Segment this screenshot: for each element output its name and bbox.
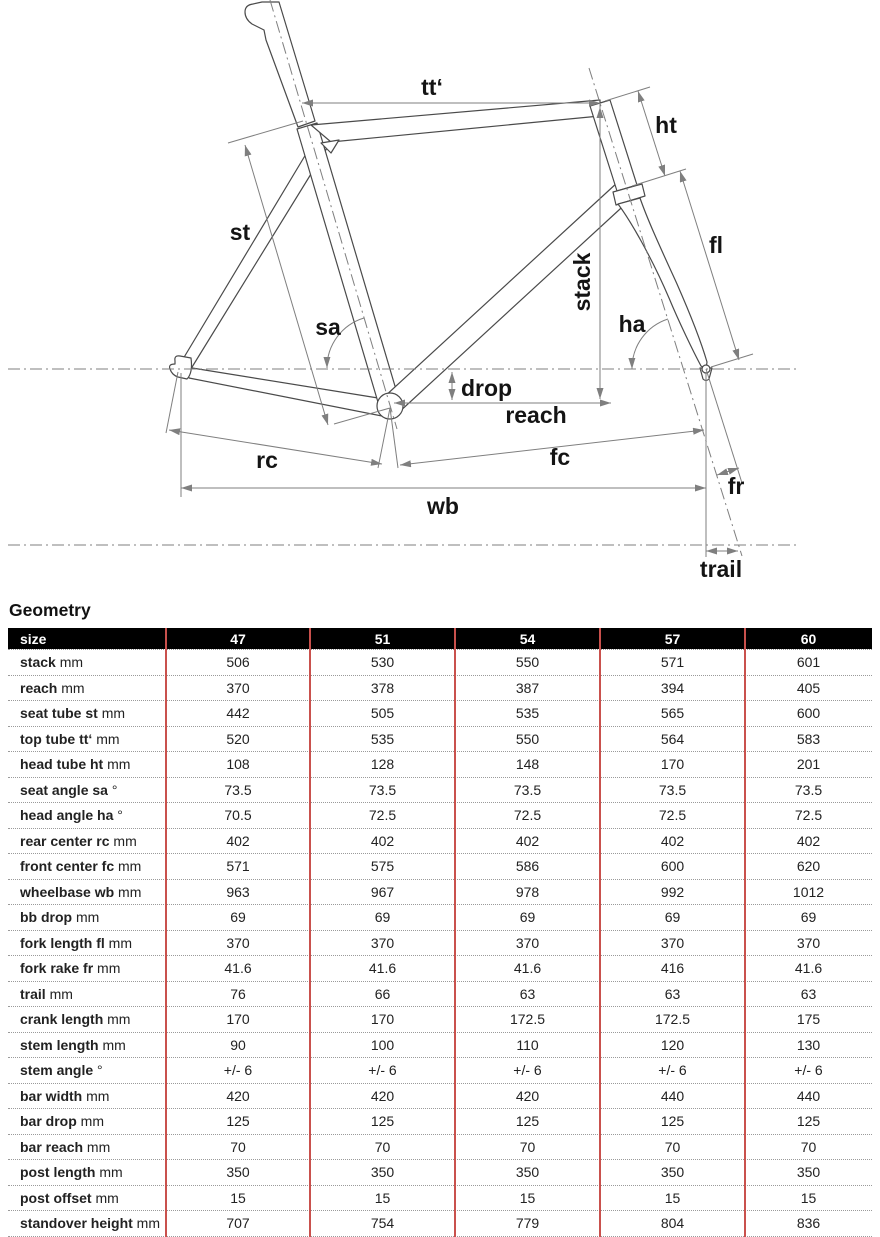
cell-value: 72.5 <box>794 807 823 824</box>
cell-value: 600 <box>660 858 685 875</box>
cell-value: +/- 6 <box>368 1062 397 1079</box>
table-row <box>8 931 872 957</box>
cell-value: 172.5 <box>654 1011 691 1028</box>
cell-value: 70 <box>519 1138 536 1155</box>
cell-value: 70 <box>374 1138 391 1155</box>
cell-value: 370 <box>796 934 821 951</box>
label-head-angle: ha <box>618 311 646 337</box>
table-row <box>8 956 872 982</box>
cell-value: 370 <box>660 934 685 951</box>
cell-value: 70 <box>800 1138 817 1155</box>
cell-value: +/- 6 <box>513 1062 542 1079</box>
row-label: bar width mm <box>20 1087 110 1104</box>
cell-value: 125 <box>515 1113 540 1130</box>
cell-value: 63 <box>519 985 536 1002</box>
label-head-tube: ht <box>655 112 677 138</box>
chain-stays <box>186 367 382 416</box>
cell-value: 120 <box>660 1036 685 1053</box>
cell-value: 370 <box>226 934 250 951</box>
red-column-divider <box>165 628 167 1237</box>
cell-value: +/- 6 <box>794 1062 823 1079</box>
cell-value: 170 <box>226 1011 250 1028</box>
cell-value: 70 <box>664 1138 681 1155</box>
cell-value: 72.5 <box>658 807 687 824</box>
row-label: bar drop mm <box>20 1113 104 1130</box>
label-drop: drop <box>461 375 513 401</box>
cell-value: 707 <box>226 1215 250 1232</box>
cell-value: 416 <box>660 960 685 977</box>
cell-value: 70.5 <box>224 807 252 824</box>
row-label: wheelbase wb mm <box>20 883 142 900</box>
row-label: fork length fl mm <box>20 934 132 951</box>
row-label: fork rake fr mm <box>20 960 121 977</box>
cell-value: 15 <box>519 1189 536 1206</box>
table-header-row <box>8 628 872 649</box>
table-row <box>8 778 872 804</box>
row-label: head angle ha ° <box>20 807 123 824</box>
red-column-divider <box>454 628 456 1237</box>
cell-value: 350 <box>226 1164 250 1181</box>
cell-value: 148 <box>515 756 540 773</box>
cell-value: 420 <box>370 1087 395 1104</box>
row-label: stem angle ° <box>20 1062 103 1079</box>
cell-value: 978 <box>515 883 540 900</box>
row-label: post length mm <box>20 1164 123 1181</box>
table-row <box>8 1186 872 1212</box>
table-row <box>8 752 872 778</box>
table-row <box>8 1007 872 1033</box>
cell-value: 564 <box>660 730 685 747</box>
row-label: bar reach mm <box>20 1138 111 1155</box>
cell-value: 836 <box>796 1215 821 1232</box>
cell-value: 535 <box>515 705 540 722</box>
label-reach: reach <box>505 402 567 428</box>
dimension-lines <box>169 91 739 551</box>
table-row <box>8 1058 872 1084</box>
label-top-tube: tt‘ <box>421 74 443 100</box>
table-row <box>8 982 872 1008</box>
cell-value: 601 <box>796 654 821 671</box>
cell-value: 76 <box>230 985 246 1002</box>
size-column-value: 60 <box>800 630 817 647</box>
cell-value: 754 <box>370 1215 395 1232</box>
table-row <box>8 1135 872 1161</box>
cell-value: 73.5 <box>224 781 252 798</box>
cell-value: 69 <box>519 909 536 926</box>
cell-value: 41.6 <box>794 960 823 977</box>
cell-value: 620 <box>796 858 821 875</box>
table-row <box>8 880 872 906</box>
table-row <box>8 650 872 676</box>
cell-value: 804 <box>660 1215 685 1232</box>
cell-value: 535 <box>370 730 395 747</box>
size-column-value: 47 <box>230 630 246 647</box>
cell-value: 370 <box>515 934 540 951</box>
cell-value: 530 <box>370 654 395 671</box>
table-row <box>8 854 872 880</box>
cell-value: +/- 6 <box>658 1062 687 1079</box>
row-label: post offset mm <box>20 1189 119 1206</box>
cell-value: 387 <box>515 679 540 696</box>
row-label: trail mm <box>20 985 73 1002</box>
fork-blade <box>618 198 707 369</box>
top-tube <box>311 100 600 142</box>
cell-value: 378 <box>370 679 395 696</box>
cell-value: 201 <box>796 756 821 773</box>
table-row <box>8 1033 872 1059</box>
row-label: rear center rc mm <box>20 832 137 849</box>
cell-value: 600 <box>796 705 821 722</box>
label-fork-rake: fr <box>727 473 745 499</box>
table-row <box>8 727 872 753</box>
size-column-value: 57 <box>664 630 681 647</box>
cell-value: 73.5 <box>794 781 823 798</box>
cell-value: 992 <box>660 883 685 900</box>
cell-value: 370 <box>370 934 395 951</box>
cell-value: 125 <box>796 1113 821 1130</box>
cell-value: 125 <box>226 1113 250 1130</box>
table-row <box>8 803 872 829</box>
row-label: stack mm <box>20 654 84 671</box>
cell-value: 506 <box>226 654 250 671</box>
table-row <box>8 905 872 931</box>
cell-value: 967 <box>370 883 395 900</box>
label-front-center: fc <box>549 444 571 470</box>
table-row <box>8 1211 872 1237</box>
geometry-heading: Geometry <box>9 600 91 620</box>
cell-value: 72.5 <box>368 807 397 824</box>
row-label: seat angle sa ° <box>20 781 118 798</box>
head-tube <box>590 100 637 191</box>
seat-tube <box>297 123 400 409</box>
cell-value: 172.5 <box>509 1011 546 1028</box>
size-column-value: 51 <box>374 630 391 647</box>
table-row <box>8 676 872 702</box>
label-wheelbase: wb <box>427 493 459 519</box>
cell-value: 73.5 <box>658 781 687 798</box>
red-column-divider <box>599 628 601 1237</box>
cell-value: 350 <box>660 1164 685 1181</box>
cell-value: 63 <box>800 985 817 1002</box>
cell-value: 128 <box>370 756 395 773</box>
cell-value: 440 <box>796 1087 821 1104</box>
cell-value: 963 <box>226 883 250 900</box>
table-body <box>8 649 872 1237</box>
red-column-divider <box>744 628 746 1237</box>
centerlines <box>8 0 800 556</box>
seat-post <box>245 2 315 127</box>
label-rear-center: rc <box>256 447 278 473</box>
cell-value: 69 <box>230 909 246 926</box>
cell-value: 586 <box>515 858 540 875</box>
cell-value: 420 <box>226 1087 250 1104</box>
cell-value: 73.5 <box>368 781 397 798</box>
table-row <box>8 1160 872 1186</box>
cell-value: 15 <box>664 1189 681 1206</box>
cell-value: 575 <box>370 858 395 875</box>
cell-value: 15 <box>230 1189 246 1206</box>
cell-value: 70 <box>230 1138 246 1155</box>
row-label: reach mm <box>20 679 85 696</box>
steering-axis <box>589 68 742 556</box>
red-column-divider <box>309 628 311 1237</box>
label-seat-angle: sa <box>315 314 341 340</box>
cell-value: 108 <box>226 756 250 773</box>
cell-value: 402 <box>515 832 540 849</box>
label-seat-tube: st <box>229 219 251 245</box>
cell-value: 402 <box>226 832 250 849</box>
row-label: bb drop mm <box>20 909 100 926</box>
cell-value: 350 <box>796 1164 821 1181</box>
table-row <box>8 1084 872 1110</box>
cell-value: 571 <box>660 654 685 671</box>
size-column-value: 54 <box>519 630 536 647</box>
row-label: stem length mm <box>20 1036 126 1053</box>
cell-value: 350 <box>370 1164 395 1181</box>
cell-value: 175 <box>796 1011 821 1028</box>
cell-value: 520 <box>226 730 250 747</box>
cell-value: 402 <box>370 832 395 849</box>
label-stack: stack <box>569 252 595 312</box>
cell-value: 69 <box>664 909 681 926</box>
label-fork-length: fl <box>708 232 724 258</box>
cell-value: 69 <box>800 909 817 926</box>
cell-value: 72.5 <box>513 807 542 824</box>
cell-value: +/- 6 <box>223 1062 253 1079</box>
cell-value: 350 <box>515 1164 540 1181</box>
cell-value: 110 <box>516 1036 539 1053</box>
row-label: top tube tt‘ mm <box>20 730 120 747</box>
row-label: seat tube st mm <box>20 705 126 722</box>
row-label: front center fc mm <box>20 858 142 875</box>
cell-value: 15 <box>374 1189 391 1206</box>
label-trail: trail <box>699 556 743 582</box>
cell-value: 125 <box>370 1113 395 1130</box>
cell-value: 63 <box>664 985 681 1002</box>
cell-value: 170 <box>660 756 685 773</box>
cell-value: 170 <box>370 1011 395 1028</box>
cell-value: 69 <box>374 909 391 926</box>
cell-value: 73.5 <box>513 781 542 798</box>
cell-value: 442 <box>226 705 250 722</box>
cell-value: 1012 <box>792 883 825 900</box>
cell-value: 402 <box>660 832 685 849</box>
size-column-header: size <box>20 630 47 647</box>
cell-value: 130 <box>796 1036 821 1053</box>
cell-value: 90 <box>230 1036 246 1053</box>
extension-lines <box>166 87 753 557</box>
cell-value: 100 <box>370 1036 395 1053</box>
cell-value: 583 <box>796 730 821 747</box>
row-label: crank length mm <box>20 1011 131 1028</box>
cell-value: 550 <box>515 730 540 747</box>
cell-value: 550 <box>515 654 540 671</box>
cell-value: 405 <box>796 679 821 696</box>
cell-value: 41.6 <box>224 960 252 977</box>
row-label: standover height mm <box>20 1215 161 1232</box>
cell-value: 571 <box>226 858 250 875</box>
cell-value: 394 <box>660 679 685 696</box>
cell-value: 370 <box>226 679 250 696</box>
cell-value: 41.6 <box>368 960 397 977</box>
table-row <box>8 701 872 727</box>
cell-value: 420 <box>515 1087 540 1104</box>
cell-value: 565 <box>660 705 685 722</box>
table-row <box>8 829 872 855</box>
seat-tube-axis <box>270 0 397 429</box>
cell-value: 402 <box>796 832 821 849</box>
cell-value: 125 <box>660 1113 685 1130</box>
cell-value: 41.6 <box>513 960 542 977</box>
cell-value: 440 <box>660 1087 685 1104</box>
bike-frame-outline <box>170 2 712 419</box>
cell-value: 779 <box>515 1215 540 1232</box>
cell-value: 66 <box>374 985 391 1002</box>
cell-value: 505 <box>370 705 395 722</box>
frame-geometry-diagram <box>0 0 880 595</box>
cell-value: 15 <box>800 1189 817 1206</box>
row-label: head tube ht mm <box>20 756 131 773</box>
table-row <box>8 1109 872 1135</box>
geometry-table <box>8 628 872 1237</box>
